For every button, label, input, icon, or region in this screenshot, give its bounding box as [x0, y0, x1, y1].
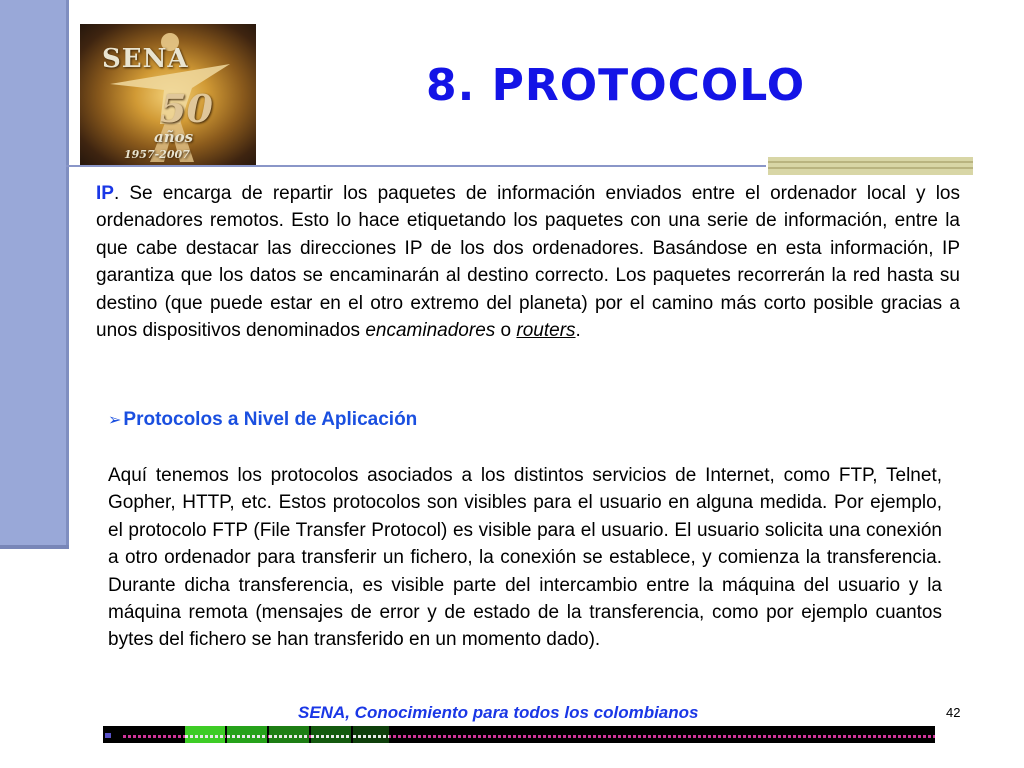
arrow-bullet-icon: ➢ [108, 412, 122, 429]
ip-keyword: IP [96, 183, 114, 204]
left-accent-bar [0, 0, 69, 545]
subheading-application-protocols [108, 409, 417, 431]
strip-lead-mark [105, 733, 111, 738]
left-accent-bar-shadow [0, 545, 69, 549]
strip-green-block [269, 726, 309, 743]
slide-title: 8. PROTOCOLO [426, 60, 806, 111]
footer-slogan: SENA, Conocimiento para todos los colombianos [298, 703, 699, 722]
subheading-text: Protocolos a Nivel de Aplicación [123, 409, 418, 430]
ip-paragraph [96, 180, 960, 344]
ip-paragraph-end: . [575, 320, 581, 342]
application-protocols-paragraph: Aquí tenemos los protocolos asociados a los distintos servicios de Internet, como FTP, Telnet, Gopher, HTTP, etc. Estos protocolos son visibles para el usuario en alguna medida. Por ejemplo, el protocolo FTP (File Transfer Protocol) es visible para el usuario. El usuario solicita una conexión a otro ordenador para transferir un fichero, la conexión se establece, y comienza la transferencia. Durante dicha transferencia, es visible parte del intercambio entre la máquina del usuario y la máquina remota (mensajes de error y de estado de la transferencia, como por ejemplo cuantos bytes del fichero se han transferido en un momento dado). [108, 465, 942, 651]
title-divider-line [66, 165, 766, 167]
strip-green-block [353, 726, 389, 743]
strip-green-block [311, 726, 351, 743]
strip-green-block [227, 726, 267, 743]
encaminadores-term: encaminadores [365, 320, 496, 342]
logo-years-text: 1957-2007 [124, 148, 190, 161]
logo-anos-text: años [154, 128, 194, 146]
olive-accent-bar [768, 157, 973, 175]
logo-anniversary-number: 50 [160, 86, 213, 131]
strip-green-block [185, 726, 225, 743]
ip-paragraph-text: . Se encarga de repartir los paquetes de información enviados entre el ordenador local y los ordenadores remotos. Esto lo hace etiquetando los paquetes con una serie de información, entre la que cabe destacar las direcciones IP de los dos ordenadores. Basándose en esta información, IP garantiza que los datos se encaminarán al destino correcto. Los paquetes recorrerán la red hasta su destino (que puede estar en el otro extremo del planeta) por el camino más corto posible gracias a unos dispositivos denominados [96, 183, 960, 342]
ip-paragraph-connector: o [495, 320, 517, 342]
routers-term: routers [516, 320, 576, 342]
logo-sena-text: SENA [102, 44, 189, 74]
page-number: 42 [946, 705, 961, 720]
sena-50-years-logo [80, 24, 256, 166]
bottom-decorative-strip [103, 726, 935, 743]
